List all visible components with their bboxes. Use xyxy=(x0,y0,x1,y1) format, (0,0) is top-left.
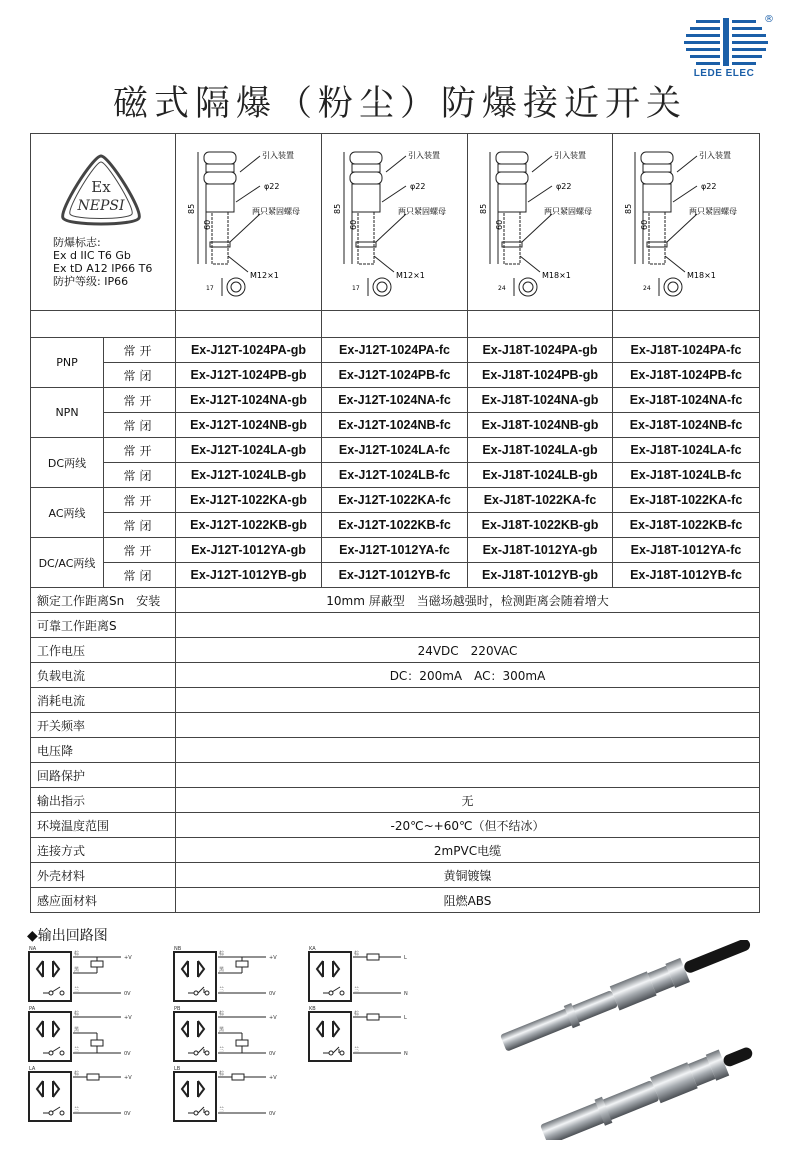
model-number: Ex-J18T-1024NA-fc xyxy=(613,388,760,413)
model-number: Ex-J12T-1012YB-gb xyxy=(176,563,322,588)
svg-text:兰: 兰 xyxy=(219,1047,225,1053)
svg-text:0V: 0V xyxy=(124,1051,131,1057)
spec-row xyxy=(31,713,760,738)
svg-text:60: 60 xyxy=(495,219,504,230)
svg-text:引入装置: 引入装置 xyxy=(554,151,586,160)
circuit-diagram-ka xyxy=(307,945,427,1003)
spec-row xyxy=(31,613,760,638)
svg-text:兰: 兰 xyxy=(354,1047,360,1053)
model-row xyxy=(31,388,760,413)
contact-type: 常开 xyxy=(104,538,176,563)
spec-row xyxy=(31,838,760,863)
model-row xyxy=(31,538,760,563)
spec-label: 感应面材料 xyxy=(31,888,176,913)
spec-value: DC：200mA AC：300mA xyxy=(176,663,760,688)
model-number: Ex-J12T-1024PA-gb xyxy=(176,338,322,363)
svg-text:兰: 兰 xyxy=(354,987,360,993)
contact-type: 常开 xyxy=(104,338,176,363)
model-number: Ex-J18T-1022KB-gb xyxy=(468,513,613,538)
svg-text:LA: LA xyxy=(29,1066,36,1072)
circuit-diagram-pa xyxy=(27,1005,147,1063)
model-number: Ex-J12T-1024PB-fc xyxy=(322,363,468,388)
svg-text:17: 17 xyxy=(206,285,214,292)
svg-text:兰: 兰 xyxy=(219,987,225,993)
model-number: Ex-J18T-1024LB-fc xyxy=(613,463,760,488)
model-row xyxy=(31,338,760,363)
spec-row xyxy=(31,863,760,888)
spec-value: 无 xyxy=(176,788,760,813)
svg-text:KA: KA xyxy=(309,946,316,952)
model-number: Ex-J12T-1024LA-fc xyxy=(322,438,468,463)
model-number: Ex-J18T-1024PA-gb xyxy=(468,338,613,363)
svg-text:黑: 黑 xyxy=(74,967,80,973)
svg-text:0V: 0V xyxy=(269,1051,276,1057)
svg-text:φ22: φ22 xyxy=(410,182,426,191)
svg-text:17: 17 xyxy=(352,285,360,292)
svg-text:+V: +V xyxy=(269,1075,277,1081)
circuit-section-title: ◆输出回路图 xyxy=(27,928,108,944)
spec-row xyxy=(31,888,760,913)
spec-value xyxy=(176,688,760,713)
model-number: Ex-J18T-1024LA-gb xyxy=(468,438,613,463)
svg-text:+V: +V xyxy=(124,955,132,961)
spec-value xyxy=(176,713,760,738)
svg-text:N: N xyxy=(404,1051,408,1057)
dimension-drawing xyxy=(613,134,757,304)
svg-text:85: 85 xyxy=(187,203,196,214)
output-type: PNP xyxy=(31,338,104,388)
svg-text:85: 85 xyxy=(333,203,342,214)
model-number: Ex-J12T-1024PB-gb xyxy=(176,363,322,388)
svg-text:+V: +V xyxy=(269,1015,277,1021)
svg-text:φ22: φ22 xyxy=(264,182,280,191)
drawing-cell xyxy=(613,134,760,311)
svg-text:NA: NA xyxy=(29,946,37,952)
svg-text:PA: PA xyxy=(29,1006,36,1012)
model-row xyxy=(31,463,760,488)
model-number: Ex-J18T-1012YA-gb xyxy=(468,538,613,563)
model-number: Ex-J12T-1022KB-fc xyxy=(322,513,468,538)
model-number: Ex-J12T-1024NA-fc xyxy=(322,388,468,413)
svg-text:棕: 棕 xyxy=(219,951,225,957)
output-type: DC两线 xyxy=(31,438,104,488)
svg-text:PB: PB xyxy=(174,1006,181,1012)
svg-text:引入装置: 引入装置 xyxy=(262,151,294,160)
model-row xyxy=(31,438,760,463)
contact-type: 常闭 xyxy=(104,413,176,438)
svg-text:60: 60 xyxy=(203,219,212,230)
spec-label: 工作电压 xyxy=(31,638,176,663)
brand-name: LEDE ELEC xyxy=(693,68,755,79)
svg-text:0V: 0V xyxy=(124,991,131,997)
svg-text:棕: 棕 xyxy=(354,951,360,957)
svg-text:0V: 0V xyxy=(124,1111,131,1117)
model-number: Ex-J12T-1012YA-gb xyxy=(176,538,322,563)
svg-text:LB: LB xyxy=(174,1066,181,1072)
svg-text:引入装置: 引入装置 xyxy=(699,151,731,160)
svg-text:棕: 棕 xyxy=(74,951,80,957)
contact-type: 常开 xyxy=(104,488,176,513)
contact-type: 常闭 xyxy=(104,363,176,388)
model-number: Ex-J12T-1024LB-gb xyxy=(176,463,322,488)
svg-text:兰: 兰 xyxy=(219,1107,225,1113)
model-number: Ex-J12T-1024PA-fc xyxy=(322,338,468,363)
spec-label: 输出指示 xyxy=(31,788,176,813)
svg-text:兰: 兰 xyxy=(74,987,80,993)
svg-text:+V: +V xyxy=(124,1015,132,1021)
spec-value: -20℃~+60℃（但不结冰） xyxy=(176,813,760,838)
svg-text:+V: +V xyxy=(124,1075,132,1081)
model-row xyxy=(31,413,760,438)
model-number: Ex-J12T-1024NB-gb xyxy=(176,413,322,438)
model-number: Ex-J12T-1024NB-fc xyxy=(322,413,468,438)
spec-value: 24VDC 220VAC xyxy=(176,638,760,663)
model-row xyxy=(31,563,760,588)
svg-text:M18×1: M18×1 xyxy=(542,271,571,280)
spec-label: 负载电流 xyxy=(31,663,176,688)
spec-value xyxy=(176,763,760,788)
page-title: 磁式隔爆（粉尘）防爆接近开关 xyxy=(112,84,687,124)
contact-type: 常闭 xyxy=(104,513,176,538)
spec-label: 外壳材料 xyxy=(31,863,176,888)
nepsi-logo-icon xyxy=(51,152,151,232)
contact-type: 常闭 xyxy=(104,463,176,488)
svg-text:棕: 棕 xyxy=(74,1071,80,1077)
spec-value: 2mPVC电缆 xyxy=(176,838,760,863)
model-number: Ex-J12T-1022KA-fc xyxy=(322,488,468,513)
circuit-diagram-na xyxy=(27,945,147,1003)
model-number: Ex-J18T-1024LA-fc xyxy=(613,438,760,463)
drawing-cell xyxy=(322,134,468,311)
spec-row xyxy=(31,763,760,788)
svg-text:24: 24 xyxy=(643,285,651,292)
model-number: Ex-J18T-1024NA-gb xyxy=(468,388,613,413)
spec-row xyxy=(31,688,760,713)
svg-text:0V: 0V xyxy=(269,991,276,997)
svg-text:M18×1: M18×1 xyxy=(687,271,716,280)
model-number: Ex-J18T-1012YA-fc xyxy=(613,538,760,563)
dimension-drawing xyxy=(468,134,612,304)
model-number: Ex-J18T-1022KA-fc xyxy=(613,488,760,513)
output-type: DC/AC两线 xyxy=(31,538,104,588)
dimension-drawing xyxy=(322,134,466,304)
model-row xyxy=(31,513,760,538)
registered-mark: ® xyxy=(764,14,774,25)
spec-label: 连接方式 xyxy=(31,838,176,863)
model-number: Ex-J12T-1012YA-fc xyxy=(322,538,468,563)
spec-value xyxy=(176,613,760,638)
spec-value xyxy=(176,738,760,763)
spec-row xyxy=(31,663,760,688)
model-number: Ex-J18T-1024NB-gb xyxy=(468,413,613,438)
svg-text:两只紧固螺母: 两只紧固螺母 xyxy=(544,207,592,216)
spec-label: 回路保护 xyxy=(31,763,176,788)
model-number: Ex-J18T-1024LB-gb xyxy=(468,463,613,488)
model-number: Ex-J18T-1024PA-fc xyxy=(613,338,760,363)
svg-text:黑: 黑 xyxy=(219,967,225,973)
svg-text:+V: +V xyxy=(269,955,277,961)
svg-text:φ22: φ22 xyxy=(701,182,717,191)
svg-text:N: N xyxy=(404,991,408,997)
model-number: Ex-J12T-1024LB-fc xyxy=(322,463,468,488)
dimension-drawing xyxy=(176,134,320,304)
svg-text:棕: 棕 xyxy=(354,1011,360,1017)
product-photo xyxy=(490,940,790,1140)
spec-row xyxy=(31,738,760,763)
model-number: Ex-J18T-1022KB-fc xyxy=(613,513,760,538)
spec-label: 额定工作距离Sn 安装 xyxy=(31,588,176,613)
svg-text:KB: KB xyxy=(309,1006,316,1012)
model-number: Ex-J18T-1012YB-gb xyxy=(468,563,613,588)
model-number: Ex-J12T-1024NA-gb xyxy=(176,388,322,413)
spec-label: 电压降 xyxy=(31,738,176,763)
header-row xyxy=(31,134,760,311)
spec-value: 10mm 屏蔽型 当磁场越强时，检测距离会随着增大 xyxy=(176,588,760,613)
svg-text:60: 60 xyxy=(349,219,358,230)
svg-text:棕: 棕 xyxy=(74,1011,80,1017)
cert-cell xyxy=(31,134,176,311)
drawing-cell xyxy=(468,134,613,311)
svg-text:NB: NB xyxy=(174,946,182,952)
svg-text:M12×1: M12×1 xyxy=(250,271,279,280)
model-number: Ex-J12T-1012YB-fc xyxy=(322,563,468,588)
output-type: AC两线 xyxy=(31,488,104,538)
svg-text:NEPSI: NEPSI xyxy=(77,198,125,214)
spec-row xyxy=(31,638,760,663)
svg-text:M12×1: M12×1 xyxy=(396,271,425,280)
spec-label: 开关频率 xyxy=(31,713,176,738)
svg-text:兰: 兰 xyxy=(74,1047,80,1053)
spec-label: 可靠工作距离S xyxy=(31,613,176,638)
model-number: Ex-J18T-1024PB-gb xyxy=(468,363,613,388)
spec-table xyxy=(30,133,760,913)
spec-row xyxy=(31,588,760,613)
model-number: Ex-J12T-1022KB-gb xyxy=(176,513,322,538)
contact-type: 常开 xyxy=(104,438,176,463)
svg-text:L: L xyxy=(404,955,407,961)
svg-text:引入装置: 引入装置 xyxy=(408,151,440,160)
model-number: Ex-J18T-1024PB-fc xyxy=(613,363,760,388)
model-number: Ex-J12T-1022KA-gb xyxy=(176,488,322,513)
explosion-marking: 防爆标志: Ex d IIC T6 Gb Ex tD A12 IP66 T6 防护等级: IP66 xyxy=(53,236,153,288)
model-number: Ex-J18T-1022KA-fc xyxy=(468,488,613,513)
spec-value: 阻燃ABS xyxy=(176,888,760,913)
blank-row xyxy=(31,311,760,338)
contact-type: 常开 xyxy=(104,388,176,413)
circuit-diagram-pb xyxy=(172,1005,292,1063)
circuit-diagram-nb xyxy=(172,945,292,1003)
spec-row xyxy=(31,813,760,838)
svg-text:棕: 棕 xyxy=(219,1011,225,1017)
model-number: Ex-J12T-1024LA-gb xyxy=(176,438,322,463)
svg-text:60: 60 xyxy=(640,219,649,230)
svg-text:棕: 棕 xyxy=(219,1071,225,1077)
spec-label: 环境温度范围 xyxy=(31,813,176,838)
circuit-diagram-lb xyxy=(172,1065,292,1123)
drawing-cell xyxy=(176,134,322,311)
svg-text:φ22: φ22 xyxy=(556,182,572,191)
svg-text:Ex: Ex xyxy=(91,178,111,196)
svg-text:85: 85 xyxy=(624,203,633,214)
svg-text:两只紧固螺母: 两只紧固螺母 xyxy=(689,207,737,216)
svg-text:L: L xyxy=(404,1015,407,1021)
output-type: NPN xyxy=(31,388,104,438)
model-number: Ex-J18T-1012YB-fc xyxy=(613,563,760,588)
svg-text:两只紧固螺母: 两只紧固螺母 xyxy=(398,207,446,216)
spec-label: 消耗电流 xyxy=(31,688,176,713)
svg-text:85: 85 xyxy=(479,203,488,214)
svg-text:黑: 黑 xyxy=(219,1027,225,1033)
spec-value: 黄铜镀镍 xyxy=(176,863,760,888)
model-number: Ex-J18T-1024NB-fc xyxy=(613,413,760,438)
svg-text:两只紧固螺母: 两只紧固螺母 xyxy=(252,207,300,216)
svg-text:24: 24 xyxy=(498,285,506,292)
svg-text:黑: 黑 xyxy=(74,1027,80,1033)
contact-type: 常闭 xyxy=(104,563,176,588)
circuit-diagram-kb xyxy=(307,1005,427,1063)
model-row xyxy=(31,363,760,388)
circuit-diagram-la xyxy=(27,1065,147,1123)
svg-text:0V: 0V xyxy=(269,1111,276,1117)
svg-text:兰: 兰 xyxy=(74,1107,80,1113)
model-row xyxy=(31,488,760,513)
spec-row xyxy=(31,788,760,813)
